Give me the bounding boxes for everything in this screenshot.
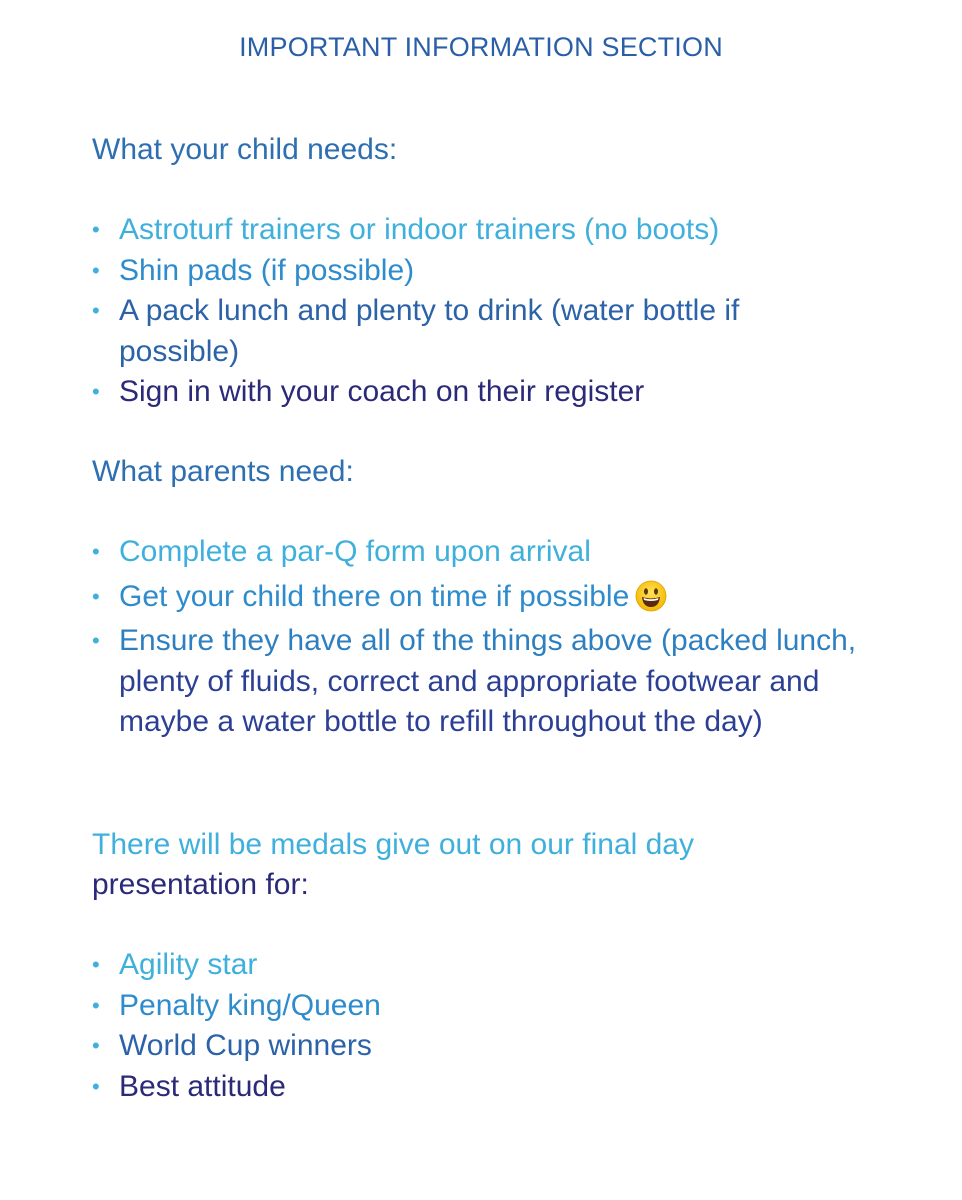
medals-list xyxy=(0,945,900,1107)
list-item-text: Best attitude xyxy=(119,1069,286,1103)
smiling-face-icon xyxy=(635,580,667,612)
page-title: IMPORTANT INFORMATION SECTION xyxy=(239,32,723,62)
bullet-icon: • xyxy=(92,1073,100,1099)
bullet-icon: • xyxy=(92,539,100,564)
list-item xyxy=(0,532,900,573)
list-item xyxy=(0,1026,900,1067)
list-item xyxy=(0,945,900,986)
bullet-icon: • xyxy=(92,298,100,323)
list-item-text: Astroturf trainers or indoor trainers (no boots) xyxy=(119,213,720,246)
list-item xyxy=(0,210,900,251)
list-item xyxy=(0,621,900,743)
list-item-text: Shin pads (if possible) xyxy=(119,253,415,287)
list-item-text: Agility star xyxy=(119,948,258,981)
list-item xyxy=(0,577,900,618)
medals-heading-line2: presentation for: xyxy=(92,868,309,901)
list-item xyxy=(0,986,900,1027)
list-item xyxy=(0,251,900,292)
list-item xyxy=(0,1067,900,1108)
list-item-text xyxy=(119,577,864,618)
child-needs-list xyxy=(0,210,900,413)
list-item-text: World Cup winners xyxy=(119,1029,372,1062)
list-item-text: Penalty king/Queen xyxy=(119,988,381,1022)
list-item-text: A pack lunch and plenty to drink (water bottle if possible) xyxy=(119,294,740,368)
list-item-text: Sign in with your coach on their register xyxy=(119,375,645,408)
list-item-text: Complete a par-Q form upon arrival xyxy=(119,535,591,568)
list-item-label: Get your child there on time if possible xyxy=(119,579,630,613)
parents-need-list xyxy=(0,532,900,743)
medals-heading xyxy=(92,825,694,905)
bullet-icon: • xyxy=(92,628,100,653)
bullet-icon: • xyxy=(92,257,100,283)
child-needs-heading: What your child needs: xyxy=(92,133,398,166)
list-item-text: Ensure they have all of the things above (packed lunch, plenty of fluids, correct and appropriate footwear and maybe a water bottle to refill throughout the day) xyxy=(119,621,864,743)
list-item xyxy=(0,291,900,372)
medals-heading-line1: There will be medals give out on our final day xyxy=(92,828,694,861)
bullet-icon: • xyxy=(92,217,100,242)
bullet-icon: • xyxy=(92,1033,100,1058)
bullet-icon: • xyxy=(92,583,100,609)
bullet-icon: • xyxy=(92,992,100,1018)
bullet-icon: • xyxy=(92,379,100,404)
bullet-icon: • xyxy=(92,952,100,977)
parents-need-heading: What parents need: xyxy=(92,455,354,488)
list-item xyxy=(0,372,900,413)
